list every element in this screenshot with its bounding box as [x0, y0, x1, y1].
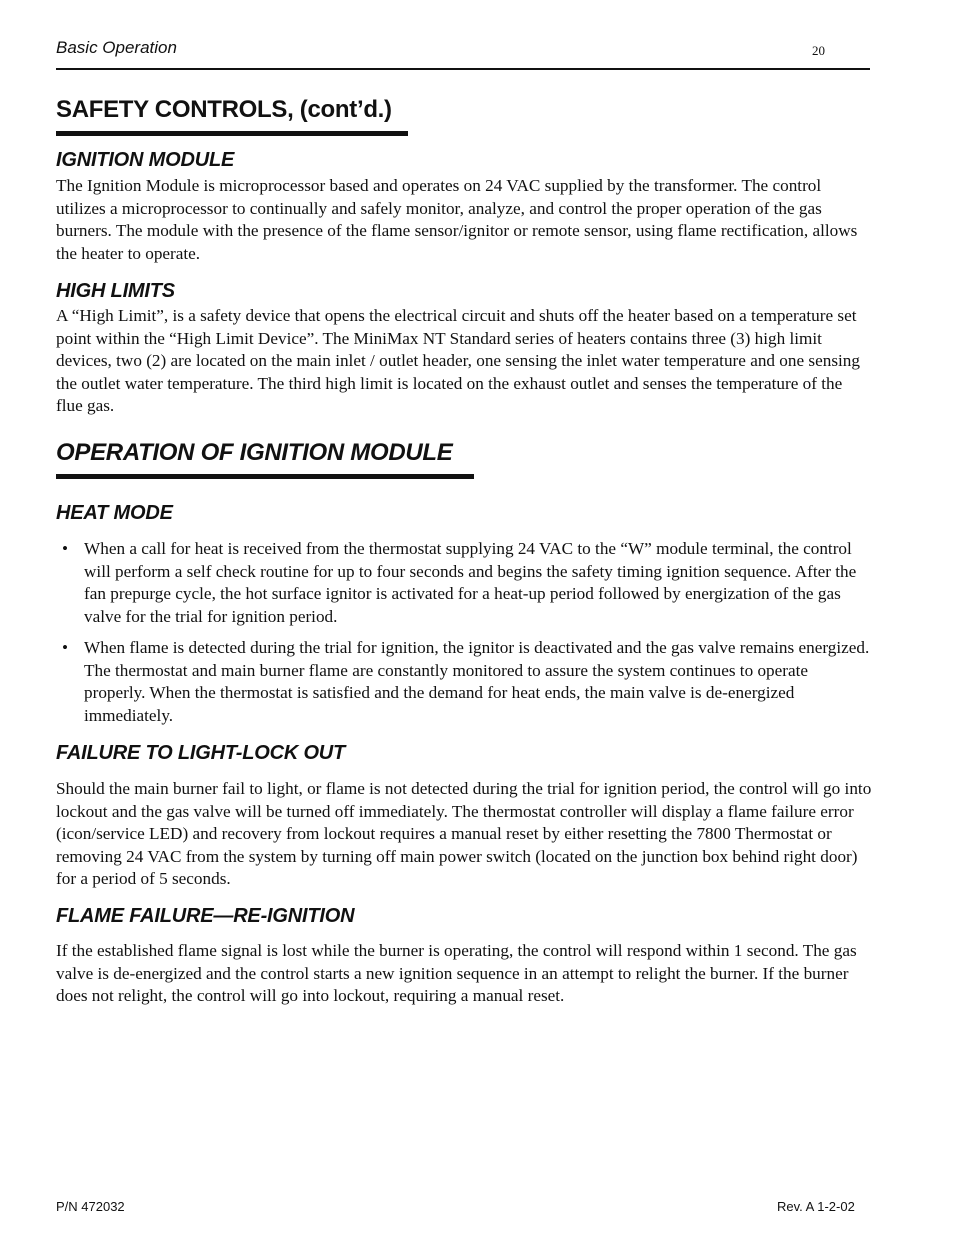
- page-number: 20: [812, 43, 825, 58]
- operation-heading: OPERATION OF IGNITION MODULE: [56, 439, 453, 466]
- failure-lockout-heading: FAILURE TO LIGHT-LOCK OUT: [56, 742, 346, 764]
- flame-failure-heading: FLAME FAILURE—RE-IGNITION: [56, 905, 355, 927]
- list-item: [56, 637, 872, 727]
- failure-lockout-paragraph: Should the main burner fail to light, or flame is not detected during the trial for ignition period, the control will go into lockout and the gas valve will be turned off immediately. The thermostat controller will display a flame failure error (icon/service LED) and recovery from lockout requires a manual reset by either resetting the 7800 Thermostat or removing 24 VAC from the system by turning off main power switch (located on the junction box behind right door) for a period of 5 seconds.: [56, 779, 872, 888]
- list-item: [56, 538, 872, 628]
- heat-mode-list: [56, 538, 872, 736]
- high-limits-heading: HIGH LIMITS: [56, 280, 175, 302]
- bullet-icon: •: [62, 539, 69, 558]
- ignition-module-paragraph: The Ignition Module is microprocessor based and operates on 24 VAC supplied by the transformer. The control utilizes a microprocessor to continually and safely monitor, analyze, and control the proper operation of the gas burners. The module with the presence of the flame sensor/ignitor or remote sensor, using flame rectification, allows the heater to operate.: [56, 176, 858, 263]
- high-limits-paragraph: A “High Limit”, is a safety device that opens the electrical circuit and shuts off the heater based on a temperature set point within the “High Limit Device”. The MiniMax NT Standard series of heaters contains three (3) high limit devices, two (2) are located on the main inlet / outlet header, one sensing the inlet water temperature and one sensing the outlet water temperature. The third high limit is located on the exhaust outlet and senses the temperature of the flue gas.: [56, 306, 860, 415]
- operation-rule: [56, 474, 474, 479]
- ignition-module-heading: IGNITION MODULE: [56, 149, 235, 171]
- bullet-icon: •: [62, 638, 69, 657]
- part-number: P/N 472032: [56, 1199, 125, 1214]
- flame-failure-paragraph: If the established flame signal is lost while the burner is operating, the control will respond within 1 second. The gas valve is de-energized and the control starts a new ignition sequence in an attempt to relight the burner. If the burner does not relight, the control will go into lockout, requiring a manual reset.: [56, 941, 857, 1005]
- revision-label: Rev. A 1-2-02: [777, 1199, 855, 1214]
- heat-mode-heading: HEAT MODE: [56, 502, 173, 524]
- safety-controls-rule: [56, 131, 408, 136]
- safety-controls-heading: SAFETY CONTROLS, (cont’d.): [56, 96, 392, 123]
- list-item-text: When flame is detected during the trial for ignition, the ignitor is deactivated and the gas valve remains energized. The thermostat and main burner flame are constantly monitored to assure the system continues to operate properly. When the thermostat is satisfied and the demand for heat ends, the main valve is de-energized immediately.: [84, 638, 870, 725]
- header-rule: [56, 68, 870, 70]
- running-header: Basic Operation: [56, 38, 177, 57]
- list-item-text: When a call for heat is received from the thermostat supplying 24 VAC to the “W” module terminal, the control will perform a self check routine for up to four seconds and begins the safety timing ignition sequence. After the fan prepurge cycle, the hot surface ignitor is activated for a heat-up period followed by energization of the gas valve for the trial for ignition period.: [84, 539, 857, 626]
